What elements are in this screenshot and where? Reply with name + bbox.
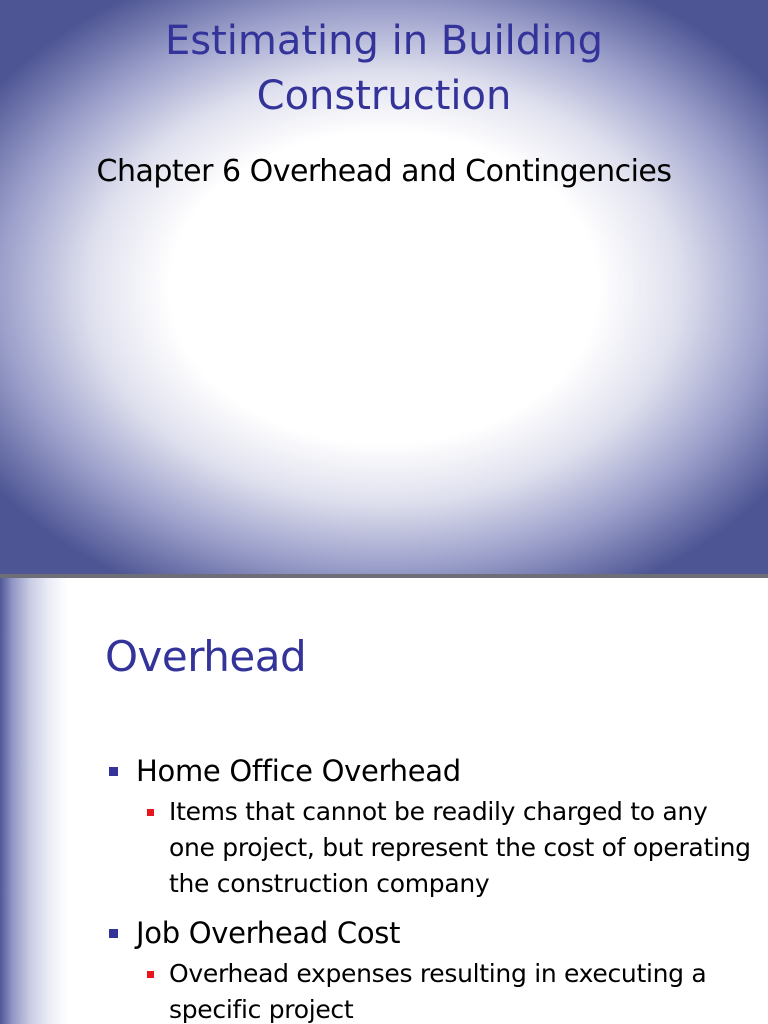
slide-heading: Overhead: [105, 632, 307, 681]
sub-bullet-text: Items that cannot be readily charged to any one project, but represent the cost of operating the construction company: [169, 797, 751, 898]
square-bullet-icon: [147, 971, 154, 978]
sub-bullet-text: Overhead expenses resulting in executing a specific project: [169, 959, 707, 1024]
title-line-2: Construction: [256, 73, 512, 119]
sub-bullet-item: [142, 956, 758, 1024]
bullet-item: [108, 752, 758, 790]
square-bullet-icon: [109, 929, 118, 938]
sub-bullet-item: [142, 794, 758, 902]
square-bullet-icon: [147, 809, 154, 816]
slide-subtitle: Chapter 6 Overhead and Contingencies: [96, 154, 672, 189]
slide-title-heading: [0, 14, 768, 124]
title-line-1: Estimating in Building: [164, 18, 604, 64]
bullet-text: Job Overhead Cost: [136, 916, 401, 950]
slide-overhead: [0, 578, 768, 1024]
bullet-text: Home Office Overhead: [136, 754, 461, 788]
square-bullet-icon: [109, 767, 118, 776]
bullet-list: [108, 752, 758, 1024]
bullet-item: [108, 914, 758, 952]
